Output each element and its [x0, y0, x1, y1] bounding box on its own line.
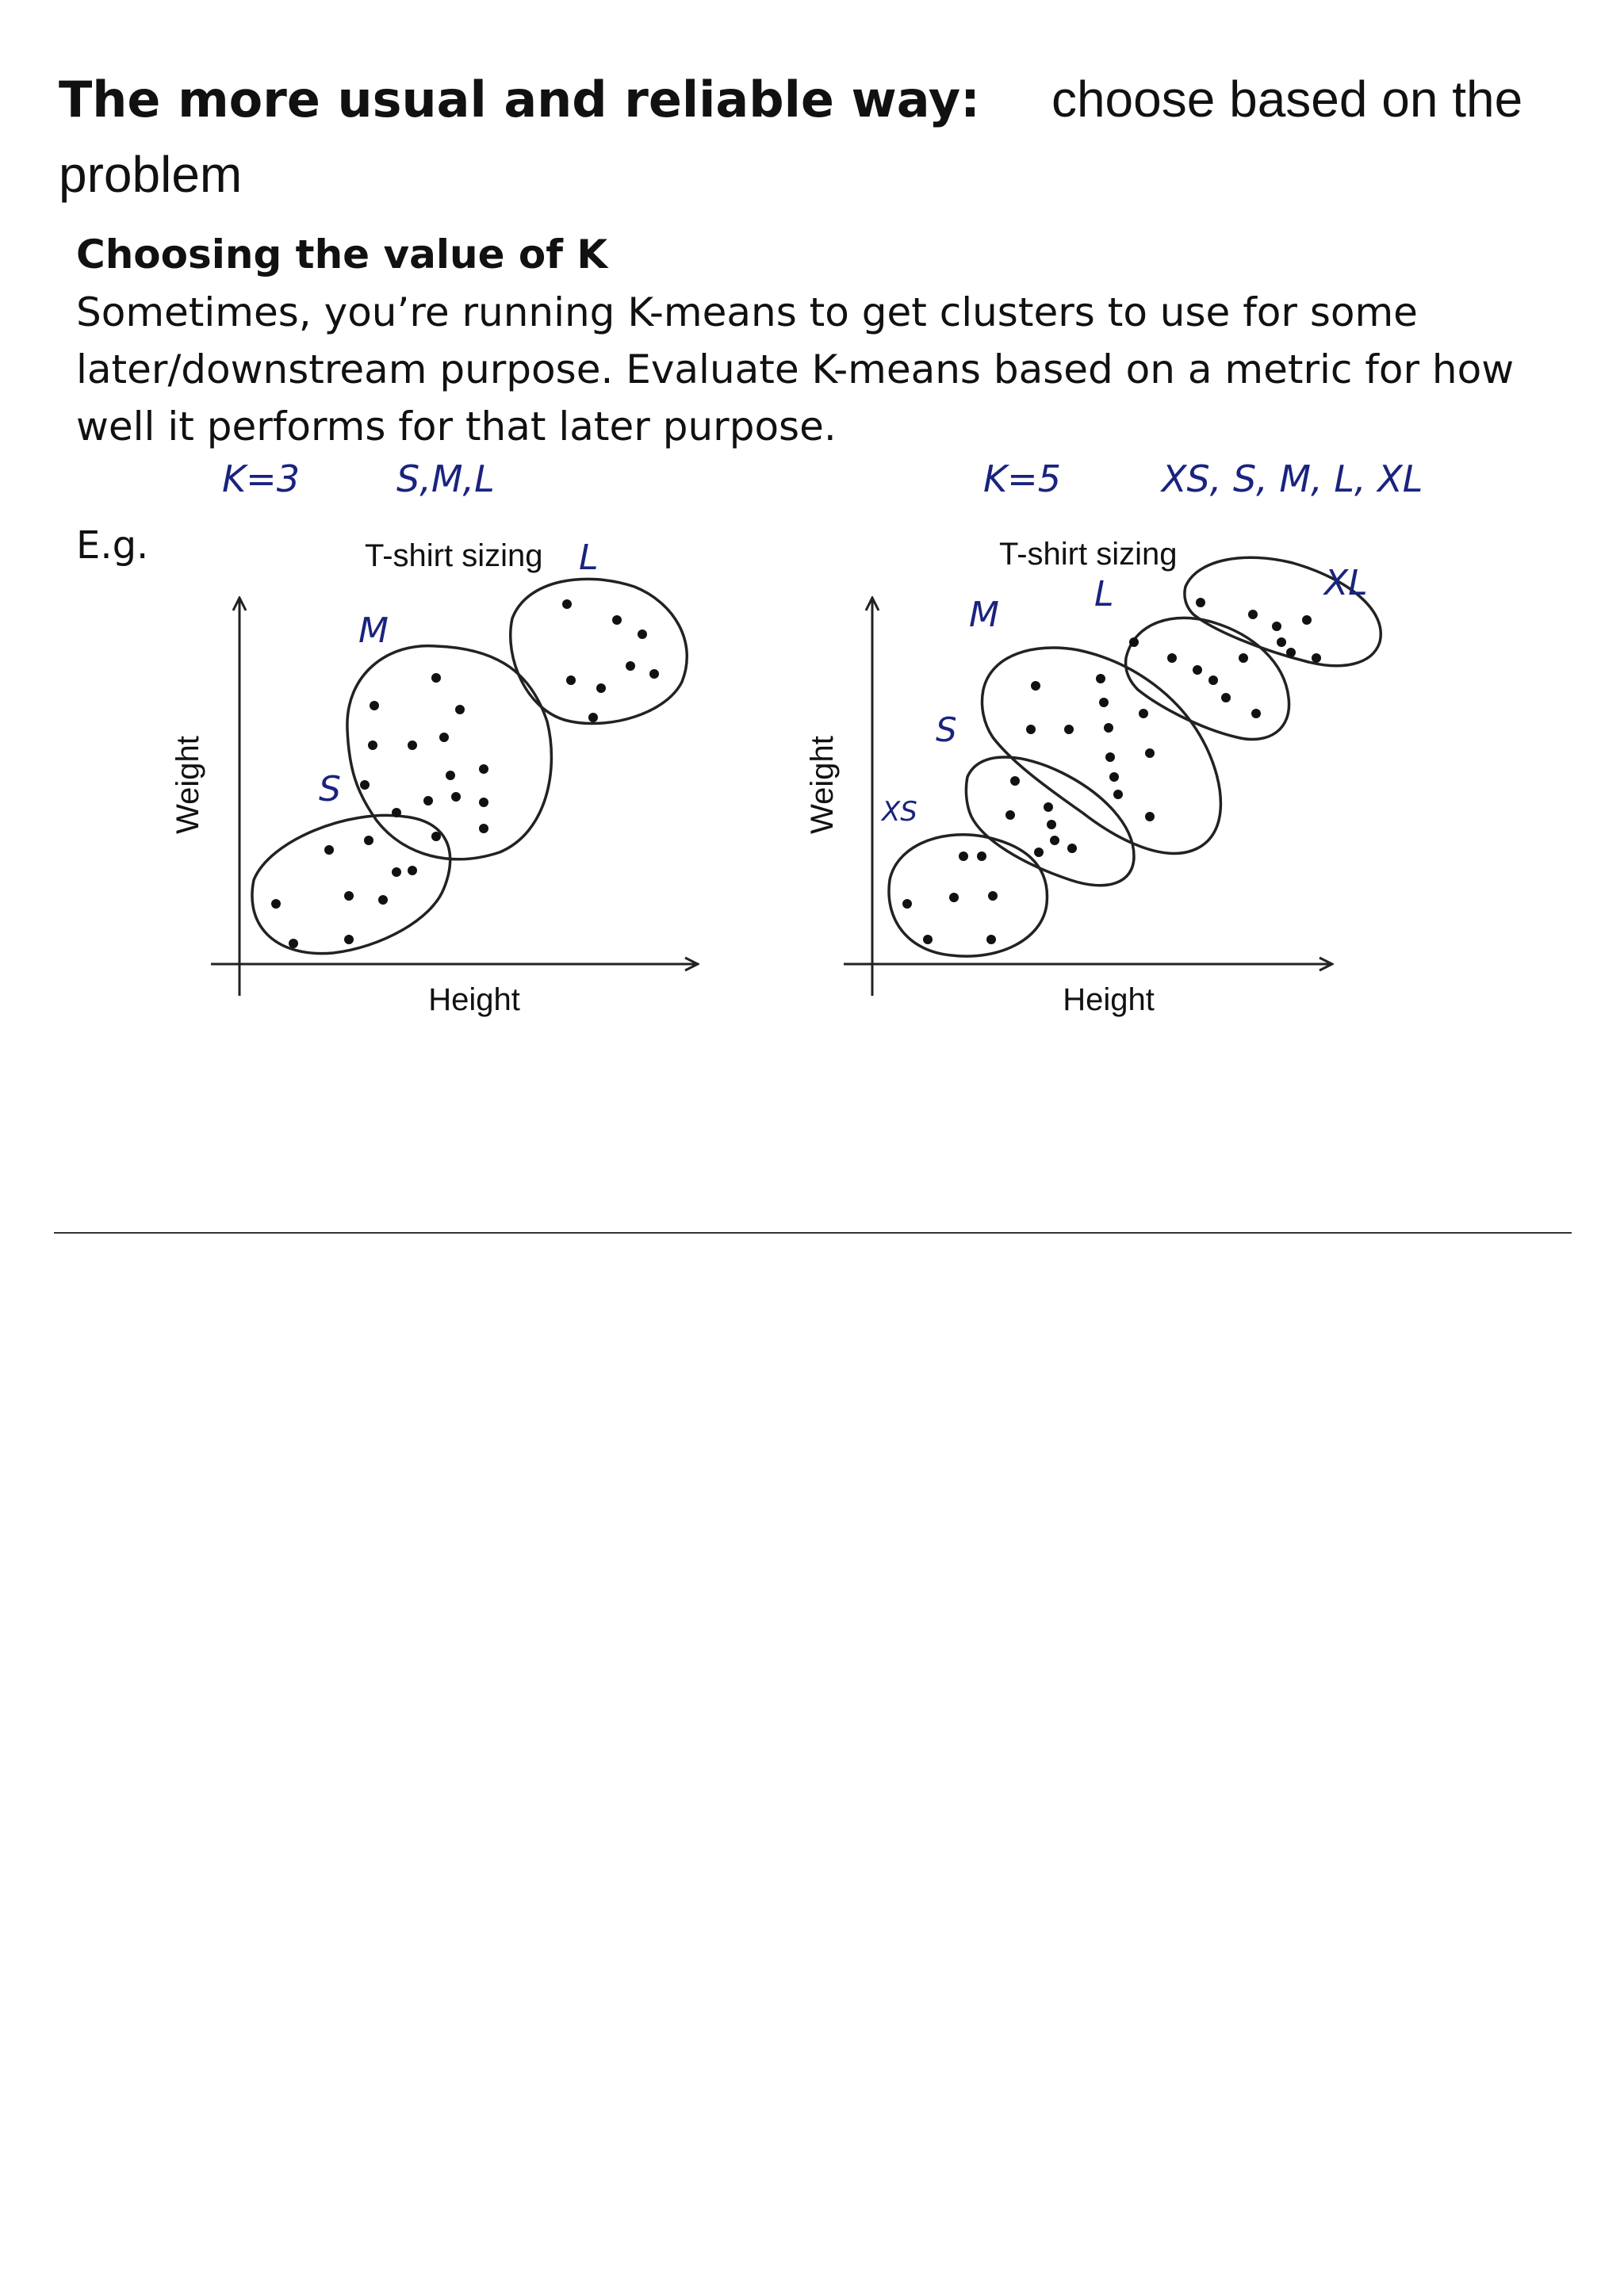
page-heading	[59, 62, 1565, 212]
cluster-label-xs: XS	[882, 796, 917, 828]
x-axis-label: Height	[1063, 982, 1155, 1017]
points-xs	[902, 851, 998, 944]
cluster-label-m: M	[358, 610, 389, 651]
points-xl	[1196, 598, 1321, 663]
heading-rest: choose based on the problem	[59, 71, 1523, 203]
tshirt-figure	[71, 230, 1578, 1039]
cluster-l	[511, 579, 688, 723]
eg-label: E.g.	[76, 523, 149, 568]
cluster-label-s: S	[936, 710, 957, 749]
points-l	[1129, 637, 1261, 718]
cluster-xs	[889, 835, 1047, 956]
cluster-label-l: L	[579, 538, 599, 578]
cluster-l	[1126, 618, 1289, 739]
points-m	[1026, 674, 1155, 821]
k3-annotation: K=3	[222, 457, 300, 500]
slide-title: Choosing the value of K	[76, 232, 608, 277]
k5-sizes-annotation: XS, S, M, L, XL	[1162, 457, 1423, 500]
horizontal-rule	[54, 1232, 1572, 1234]
k5-annotation: K=5	[983, 457, 1061, 500]
points-s	[271, 836, 417, 948]
cluster-label-m: M	[969, 595, 999, 635]
kmeans-slide	[71, 230, 1578, 1039]
plot-k5	[805, 457, 1423, 1017]
points-s	[1005, 776, 1077, 857]
y-axis-label: Weight	[805, 736, 840, 834]
cluster-label-xl: XL	[1324, 563, 1368, 603]
y-axis-label: Weight	[170, 736, 205, 834]
x-axis-label: Height	[428, 982, 520, 1017]
points-l	[562, 599, 659, 722]
slide-body: Sometimes, you’re running K-means to get clusters to use for some later/downstream purpose. Evaluate K-means based on a metric for how well it performs for that later purpose.	[76, 289, 1515, 450]
heading-bold: The more usual and reliable way:	[59, 71, 980, 128]
cluster-label-l: L	[1094, 574, 1114, 614]
plot-k3	[170, 457, 698, 1017]
plot-title: T-shirt sizing	[999, 537, 1178, 572]
k3-sizes-annotation: S,M,L	[396, 457, 495, 500]
plot-title: T-shirt sizing	[365, 538, 543, 573]
cluster-s	[252, 815, 450, 953]
cluster-label-s: S	[319, 769, 341, 809]
